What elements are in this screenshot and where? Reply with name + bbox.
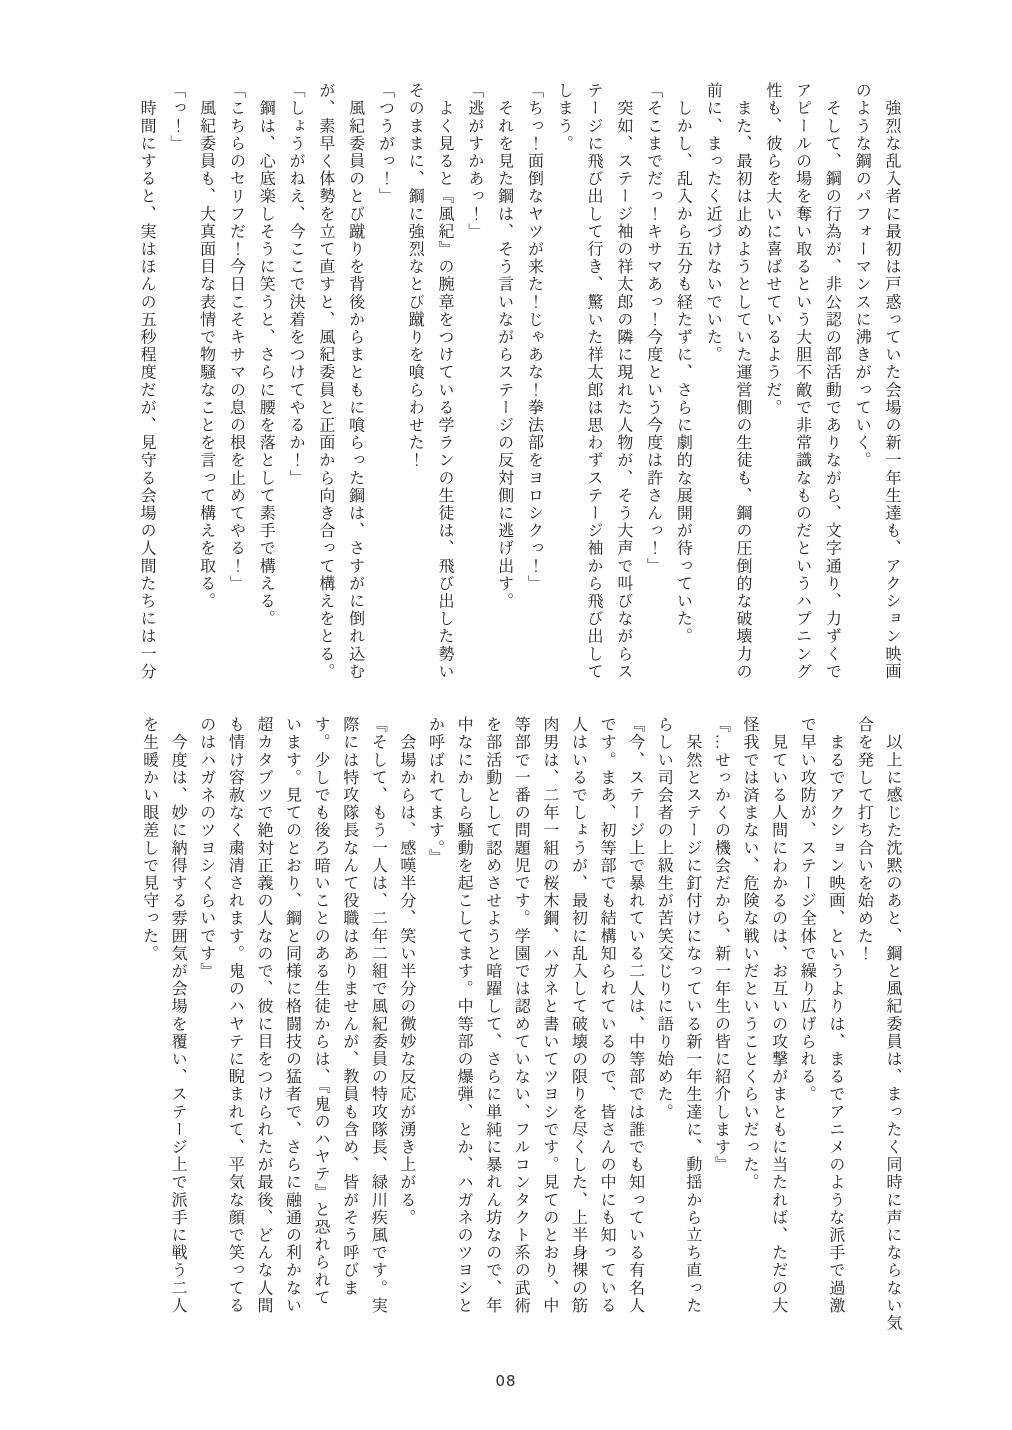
text-line: しまう。 xyxy=(555,82,573,153)
text-line: を部活動として認めさせようと暗躍して、さらに単純に暴れん坊なので、年 xyxy=(483,716,501,1315)
text-line: 超カタブツで絶対正義の人なので、彼に目をつけられたが最後、どんな人間 xyxy=(254,716,272,1315)
text-line: 際には特攻隊長なんて役職はありませんが、教員も含め、皆がそう呼びま xyxy=(340,716,358,1297)
text-line: 『…せっかくの機会だから、新一年生の皆に紹介します』 xyxy=(712,716,730,1174)
text-line: そのままに、鋼に強烈なとび蹴りを喰らわせた！ xyxy=(406,82,424,470)
text-line: 突如、ステージ袖の祥太郎の隣に現れた人物が、そう大声で叫びながらス xyxy=(614,82,632,681)
text-line: 「っ！」 xyxy=(167,82,185,153)
text-line: のはハガネのツヨシくらいです』 xyxy=(197,716,215,980)
text-line: 「ちっ！面倒なヤツが来た！じゃあな！拳法部をヨロシクっ！」 xyxy=(525,82,543,593)
text-line: そして、鋼の行為が、非公認の部活動でありながら、文字通り、力ずくで xyxy=(823,82,841,681)
text-line: 『今、ステージ上で暴れている二人は、中等部では誰でも知っている有名人 xyxy=(626,716,644,1315)
text-line: 「こちらのセリフだ！今日こそキサマの息の根を止めてやる！」 xyxy=(227,82,245,593)
text-line: 怪我では済まない、危険な戦いだということくらいだった。 xyxy=(741,716,759,1192)
text-line: います。見てのとおり、鋼と同様に格闘技の猛者で、さらに融通の利かない xyxy=(283,716,301,1315)
text-line: 以上に感じた沈黙のあと、鋼と風紀委員は、まったく同時に声にならない気 xyxy=(884,716,901,1332)
text-line: それを見た鋼は、そう言いながらステージの反対側に逃げ出す。 xyxy=(495,82,513,610)
text-line: まるでアクション映画、というよりは、まるでアニメのような派手で過激 xyxy=(826,716,844,1315)
text-line: 呆然とステージに釘付けになっている新一年生達に、動揺から立ち直った xyxy=(683,716,701,1315)
text-line: 性も、彼らを大いに喜ばせているようだ。 xyxy=(763,82,781,417)
text-line: 時間にすると、実はほんの五秒程度だが、見守る会場の人間たちには一分 xyxy=(138,82,156,681)
text-line: か呼ばれてます。』 xyxy=(426,716,444,867)
text-line: 中なにかしら騒動を起こしてます。中等部の爆弾、とか、ハガネのツヨシと xyxy=(455,716,473,1315)
text-line: アピールの場を奪い取るという大胆不敵で非常識なものだというハプニング xyxy=(793,82,811,681)
text-line: 「逃がすかあっ！」 xyxy=(465,82,483,241)
text-line: 肉男は、二年一組の桜木鋼、ハガネと書いてツヨシです。見てのとおり、中 xyxy=(540,716,558,1315)
text-line: 「つうがっ！」 xyxy=(376,82,394,206)
page-number: 08 xyxy=(495,1372,517,1390)
text-line: テージに飛び出して行き、驚いた祥太郎は思わずステージ袖から飛び出して xyxy=(585,82,603,681)
text-block-bottom xyxy=(134,716,906,1348)
text-line: また、最初は止めようとしていた運営側の生徒も、鋼の圧倒的な破壊力の xyxy=(734,82,752,681)
text-line: らしい司会者の上級生が苦笑交じりに語り始めた。 xyxy=(655,716,673,1121)
text-line: も情け容赦なく粛清されます。鬼のハヤテに睨まれて、平気な顔で笑ってる xyxy=(226,716,244,1315)
text-line: 『そして、もう一人は、二年二組で風紀委員の特攻隊長、緑川疾風です。実 xyxy=(369,716,387,1315)
text-line: 風紀委員のとび蹴りを背後からまともに喰らった鋼は、さすがに倒れ込む xyxy=(346,82,364,681)
text-line: が、素早く体勢を立て直すと、風紀委員と正面から向き合って構えをとる。 xyxy=(316,82,334,681)
text-block-top xyxy=(131,82,906,707)
text-line: 会場からは、感嘆半分、笑い半分の微妙な反応が湧き上がる。 xyxy=(397,716,415,1227)
text-line: です。まあ、初等部でも結構知られているので、皆さんの中にも知っている xyxy=(598,716,616,1315)
text-line: す。少しでも後ろ暗いことのある生徒からは、『鬼のハヤテ』と恐れられて xyxy=(312,716,330,1307)
text-line: 強烈な乱入者に最初は戸惑っていた会場の新一年生達も、アクション映画 xyxy=(883,82,900,681)
text-line: を生暖かい眼差しで見守った。 xyxy=(140,716,158,963)
text-line: 「しょうがねえ、今ここで決着をつけてやるか！」 xyxy=(287,82,305,487)
text-line: 前に、まったく近づけないでいた。 xyxy=(704,82,722,364)
text-line: しかし、乱入から五分も経たずに、さらに劇的な展開が待っていた。 xyxy=(674,82,692,646)
text-line: 合を発して打ち合いを始めた！ xyxy=(855,716,873,963)
text-line: で早い攻防が、ステージ全体で繰り広げられる。 xyxy=(798,716,816,1104)
text-line: 見ている人間にわかるのは、お互いの攻撃がまともに当たれば、ただの大 xyxy=(769,716,787,1315)
text-line: よく見ると『風紀』の腕章をつけている学ランの生徒は、飛び出した勢い xyxy=(436,82,454,681)
text-line: 風紀委員も、大真面目な表情で物騒なことを言って構えを取る。 xyxy=(197,82,215,610)
text-line: のような鋼のパフォーマンスに沸きがっていく。 xyxy=(853,82,871,470)
text-line: 人はいるでしょうが、最初に乱入して破壊の限りを尽くした、上半身裸の筋 xyxy=(569,716,587,1315)
text-line: 「そこまでだっ！キサマあっ！今度という今度は許さんっ！」 xyxy=(644,82,662,575)
text-line: 鋼は、心底楽しそうに笑うと、さらに腰を落として素手で構える。 xyxy=(257,82,275,628)
text-line: 等部で一番の問題児です。学園では認めていない、フルコンタクト系の武術 xyxy=(512,716,530,1315)
text-line: 今度は、妙に納得する雰囲気が会場を覆い、ステージ上で派手に戦う二人 xyxy=(169,716,187,1315)
